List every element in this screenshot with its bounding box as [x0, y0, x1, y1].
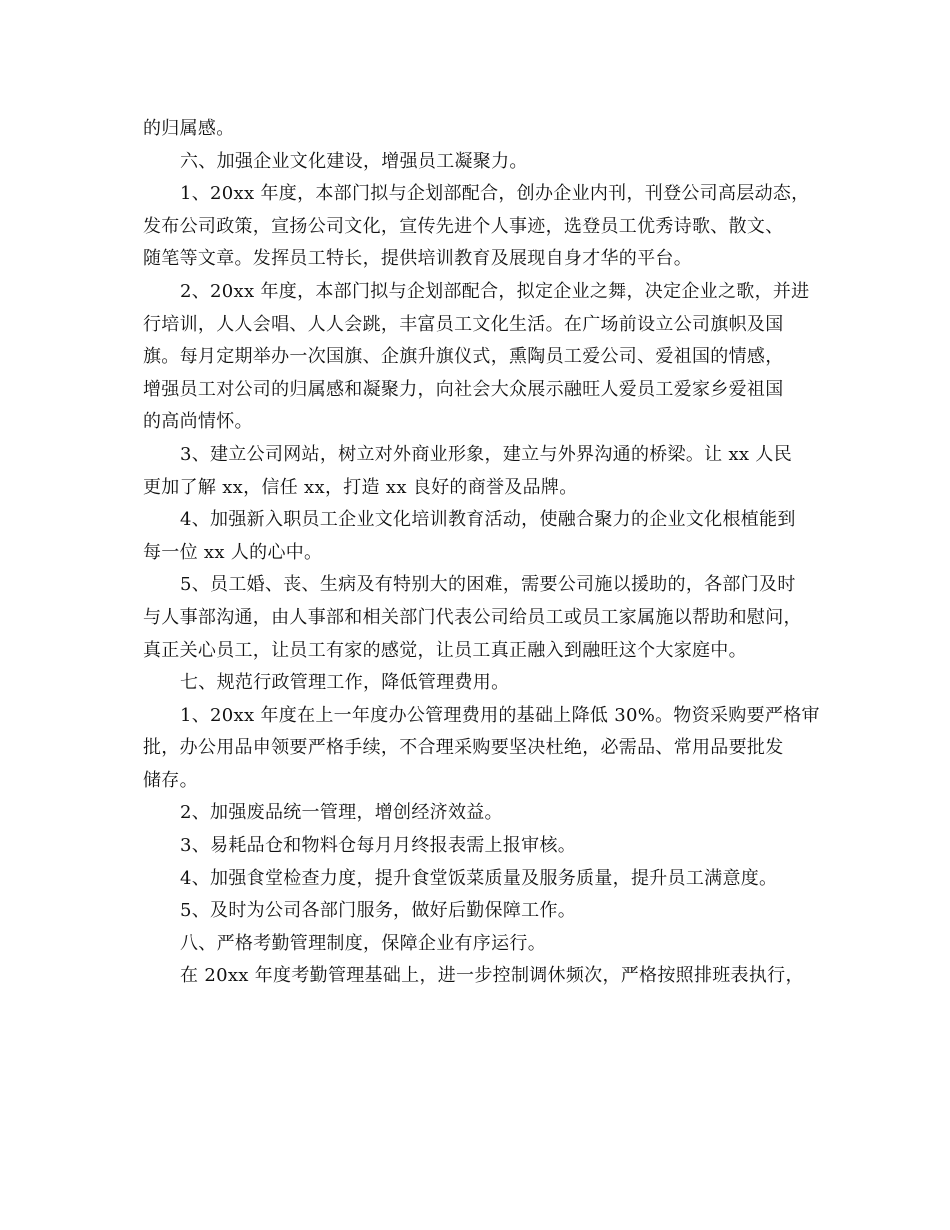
text-line: 4、加强新入职员工企业文化培训教育活动，使融合聚力的企业文化根植能到: [180, 509, 796, 531]
text-line: 批，办公用品申领要严格手续，不合理采购要坚决杜绝，必需品、常用品要批发: [143, 737, 784, 759]
text-line: 增强员工对公司的归属感和凝聚力，向社会大众展示融旺人爱员工爱家乡爱祖国: [143, 378, 784, 400]
text-line: 3、建立公司网站，树立对外商业形象，建立与外界沟通的桥梁。让 xx 人民: [180, 443, 792, 465]
text-line: 的归属感。: [143, 118, 235, 139]
section-heading-8: 八、严格考勤管理制度，保障企业有序运行。: [180, 932, 546, 954]
text-line: 4、加强食堂检查力度，提升食堂饭菜质量及服务质量，提升员工满意度。: [180, 867, 778, 889]
document-body: [143, 113, 820, 993]
text-line: 2、加强废品统一管理，增创经济效益。: [180, 802, 503, 824]
text-line: 5、及时为公司各部门服务，做好后勤保障工作。: [180, 900, 577, 922]
text-line: 2、20xx 年度，本部门拟与企划部配合，拟定企业之舞，决定企业之歌，并进: [180, 280, 810, 302]
text-line: 5、员工婚、丧、生病及有特别大的困难，需要公司施以援助的，各部门及时: [180, 574, 796, 596]
section-heading-6: 六、加强企业文化建设，增强员工凝聚力。: [180, 150, 528, 172]
text-line: 1、20xx 年度，本部门拟与企划部配合，创办企业内刊，刊登公司高层动态，: [180, 183, 810, 205]
text-line: 与人事部沟通，由人事部和相关部门代表公司给员工或员工家属施以帮助和慰问，: [143, 606, 802, 628]
text-line: 储存。: [143, 769, 198, 791]
text-line: 随笔等文章。发挥员工特长，提供培训教育及展现自身才华的平台。: [143, 248, 692, 270]
text-line: 行培训，人人会唱、人人会跳，丰富员工文化生活。在广场前设立公司旗帜及国: [143, 313, 784, 335]
text-line: 的高尚情怀。: [143, 411, 253, 433]
text-line: 在 20xx 年度考勤管理基础上，进一步控制调休频次，严格按照排班表执行，: [180, 965, 804, 987]
text-line: 旗。每月定期举办一次国旗、企旗升旗仪式，熏陶员工爱公司、爱祖国的情感，: [143, 346, 784, 368]
text-line: 真正关心员工，让员工有家的感觉，让员工真正融入到融旺这个大家庭中。: [143, 639, 747, 661]
text-line: 更加了解 xx，信任 xx，打造 xx 良好的商誉及品牌。: [143, 476, 578, 498]
section-heading-7: 七、规范行政管理工作，降低管理费用。: [180, 672, 510, 694]
text-line: 每一位 xx 人的心中。: [143, 541, 323, 563]
text-line: 3、易耗品仓和物料仓每月月终报表需上报审核。: [180, 835, 577, 857]
text-line: 1、20xx 年度在上一年度办公管理费用的基础上降低 30%。物资采购要严格审: [180, 704, 820, 726]
text-line: 发布公司政策，宣扬公司文化，宣传先进个人事迹，选登员工优秀诗歌、散文、: [143, 215, 784, 237]
